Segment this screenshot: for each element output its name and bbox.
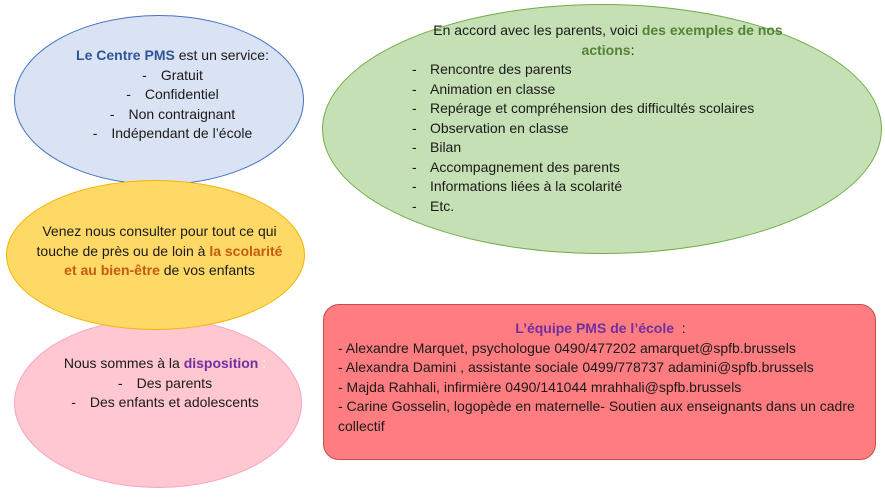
list-item: - Bilan bbox=[408, 138, 808, 158]
actions-text bbox=[408, 21, 808, 216]
team-title: L’équipe PMS de l’école bbox=[515, 320, 675, 336]
list-item: - Non contraignant bbox=[55, 105, 290, 125]
pms-service-ellipse bbox=[14, 15, 304, 185]
list-item: - Rencontre des parents bbox=[408, 60, 808, 80]
list-item: - Des parents bbox=[60, 374, 270, 394]
actions-intro bbox=[408, 21, 808, 60]
list-item: - Observation en classe bbox=[408, 119, 808, 139]
consult-text bbox=[32, 222, 287, 281]
list-item: - Des enfants et adolescents bbox=[60, 393, 270, 413]
team-member: - Majda Rahhali, infirmière 0490/141044 mrahhali@spfb.brussels bbox=[338, 378, 742, 395]
pms-service-text bbox=[55, 46, 290, 144]
consult-ellipse bbox=[6, 180, 305, 330]
actions-list bbox=[408, 60, 808, 216]
team-member: - Alexandra Damini , assistante sociale 0499/778737 adamini@spfb.brussels bbox=[338, 359, 814, 375]
pms-team-text bbox=[338, 319, 863, 436]
schooling-wellbeing-highlight: la scolarité et au bien-être bbox=[64, 242, 283, 278]
list-item: - Repérage et compréhension des difficultés scolaires bbox=[408, 99, 808, 119]
availability-colon: : bbox=[258, 355, 267, 371]
pms-service-intro: est un service: bbox=[174, 47, 269, 63]
pms-team-box bbox=[323, 304, 876, 460]
list-item: - Gratuit bbox=[55, 66, 290, 86]
audience-list bbox=[60, 374, 270, 413]
list-item: - Accompagnement des parents bbox=[408, 158, 808, 178]
pms-center-highlight: Le Centre PMS bbox=[76, 47, 175, 63]
list-item: - Informations liées à la scolarité bbox=[408, 177, 808, 197]
list-item: - Animation en classe bbox=[408, 80, 808, 100]
actions-ellipse bbox=[322, 4, 882, 254]
availability-text bbox=[60, 354, 270, 413]
availability-intro: Nous sommes à la bbox=[63, 355, 184, 371]
disposition-highlight: disposition bbox=[183, 355, 259, 371]
team-member: - Alexandre Marquet, psychologue 0490/477202 amarquet@spfb.brussels bbox=[338, 339, 796, 356]
service-qualities-list bbox=[55, 66, 290, 144]
actions-highlight: des exemples de nos actions bbox=[581, 22, 783, 58]
list-item: - Confidentiel bbox=[55, 85, 290, 105]
team-title-line bbox=[338, 319, 863, 339]
team-title-colon: : bbox=[674, 320, 686, 336]
consult-text-start: Venez nous consulter pour tout ce qui touche de près ou de loin à bbox=[36, 223, 277, 259]
actions-intro-text: En accord avec les parents, voici bbox=[433, 22, 642, 38]
consult-text-end: de vos enfants bbox=[159, 262, 255, 278]
list-item: - Indépendant de l’école bbox=[55, 124, 290, 144]
list-item: - Etc. bbox=[408, 197, 808, 217]
team-member: - Carine Gosselin, logopède en maternelle- Soutien aux enseignants dans un cadre collectif bbox=[338, 398, 855, 434]
actions-intro-colon: : bbox=[630, 41, 635, 58]
availability-ellipse bbox=[14, 318, 302, 488]
